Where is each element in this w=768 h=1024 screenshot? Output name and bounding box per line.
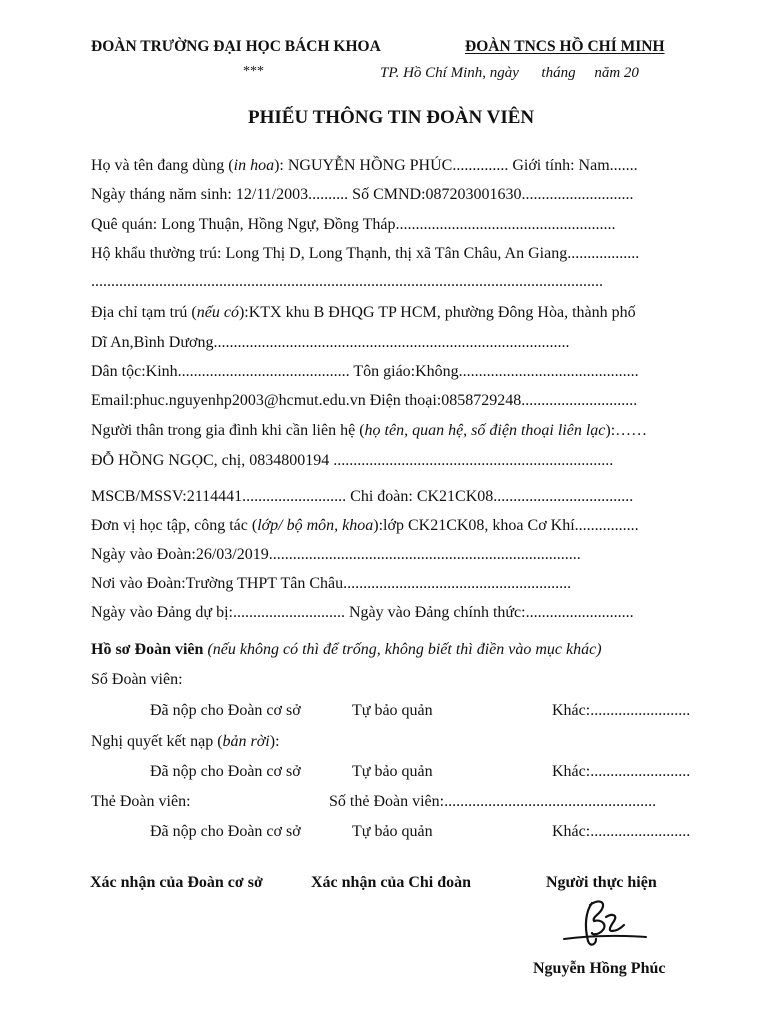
temporary-address-field: Địa chỉ tạm trú (nếu có):KTX khu B ĐHQG TP HCM, phường Đông Hòa, thành phố <box>91 304 636 321</box>
union-card-label: Thẻ Đoàn viên: <box>91 793 191 810</box>
relative-contact-label: Người thân trong gia đình khi cần liên hệ (họ tên, quan hệ, số điện thoại liên lạc):…… <box>91 422 648 439</box>
resolution-option-self-kept: Tự bảo quản <box>352 763 433 780</box>
signer-name: Nguyễn Hồng Phúc <box>533 960 666 977</box>
card-option-self-kept: Tự bảo quản <box>352 823 433 840</box>
header-stars: *** <box>243 64 264 79</box>
handwritten-signature <box>562 895 652 955</box>
resolution-option-other: Khác:......................... <box>552 763 691 780</box>
email-phone-field: Email:phuc.nguyenhp2003@hcmut.edu.vn Điện thoại:0858729248............................. <box>91 392 638 409</box>
ethnicity-religion-field: Dân tộc:Kinh........................................... Tôn giáo:Không............................................. <box>91 363 639 380</box>
union-join-place-field: Nơi vào Đoàn:Trường THPT Tân Châu......................................................... <box>91 575 572 592</box>
student-id-branch-field: MSCB/MSSV:2114441.......................... Chi đoàn: CK21CK08................................... <box>91 488 634 505</box>
union-card-number: Số thẻ Đoàn viên:..................................................... <box>329 793 657 810</box>
performer-label: Người thực hiện <box>546 874 657 891</box>
study-unit-field: Đơn vị học tập, công tác (lớp/ bộ môn, khoa):lớp CK21CK08, khoa Cơ Khí................ <box>91 517 639 534</box>
page-title: PHIẾU THÔNG TIN ĐOÀN VIÊN <box>248 107 535 128</box>
branch-confirmation: Xác nhận của Chi đoàn <box>311 874 472 891</box>
place-date: TP. Hồ Chí Minh, ngày tháng năm 20 <box>380 65 639 81</box>
full-name-field: Họ và tên đang dùng (in hoa): NGUYỄN HỒNG PHÚC.............. Giới tính: Nam....... <box>91 157 638 174</box>
resolution-option-submitted: Đã nộp cho Đoàn cơ sở <box>150 763 301 780</box>
book-option-self-kept: Tự bảo quản <box>352 702 433 719</box>
card-option-submitted: Đã nộp cho Đoàn cơ sở <box>150 823 301 840</box>
relative-contact-value: ĐỖ HỒNG NGỌC, chị, 0834800194 ...................................................................... <box>91 452 614 469</box>
book-option-submitted: Đã nộp cho Đoàn cơ sở <box>150 702 301 719</box>
card-option-other: Khác:......................... <box>552 823 691 840</box>
blank-dotted-line: ................................................................................................................................ <box>91 273 603 290</box>
records-heading: Hồ sơ Đoàn viên (nếu không có thì để trống, không biết thì điền vào mục khác) <box>91 641 602 658</box>
union-book-label: Sổ Đoàn viên: <box>91 671 183 688</box>
birth-id-field: Ngày tháng năm sinh: 12/11/2003.......... Số CMND:087203001630............................ <box>91 186 634 203</box>
school-union-confirmation: Xác nhận của Đoàn cơ sở <box>90 874 263 891</box>
admission-resolution-label: Nghị quyết kết nạp (bản rời): <box>91 733 280 750</box>
right-organization: ĐOÀN TNCS HỒ CHÍ MINH <box>465 38 665 55</box>
hometown-field: Quê quán: Long Thuận, Hồng Ngự, Đồng Tháp....................................................... <box>91 216 616 233</box>
union-join-date-field: Ngày vào Đoàn:26/03/2019.............................................................................. <box>91 546 581 563</box>
temporary-address-continued: Dĩ An,Bình Dương......................................................................................... <box>91 334 570 351</box>
permanent-residence-field: Hộ khẩu thường trú: Long Thị D, Long Thạnh, thị xã Tân Châu, An Giang.................. <box>91 245 640 262</box>
party-dates-field: Ngày vào Đảng dự bị:............................ Ngày vào Đảng chính thức:........................... <box>91 604 634 621</box>
left-organization: ĐOÀN TRƯỜNG ĐẠI HỌC BÁCH KHOA <box>91 38 381 55</box>
book-option-other: Khác:......................... <box>552 702 691 719</box>
